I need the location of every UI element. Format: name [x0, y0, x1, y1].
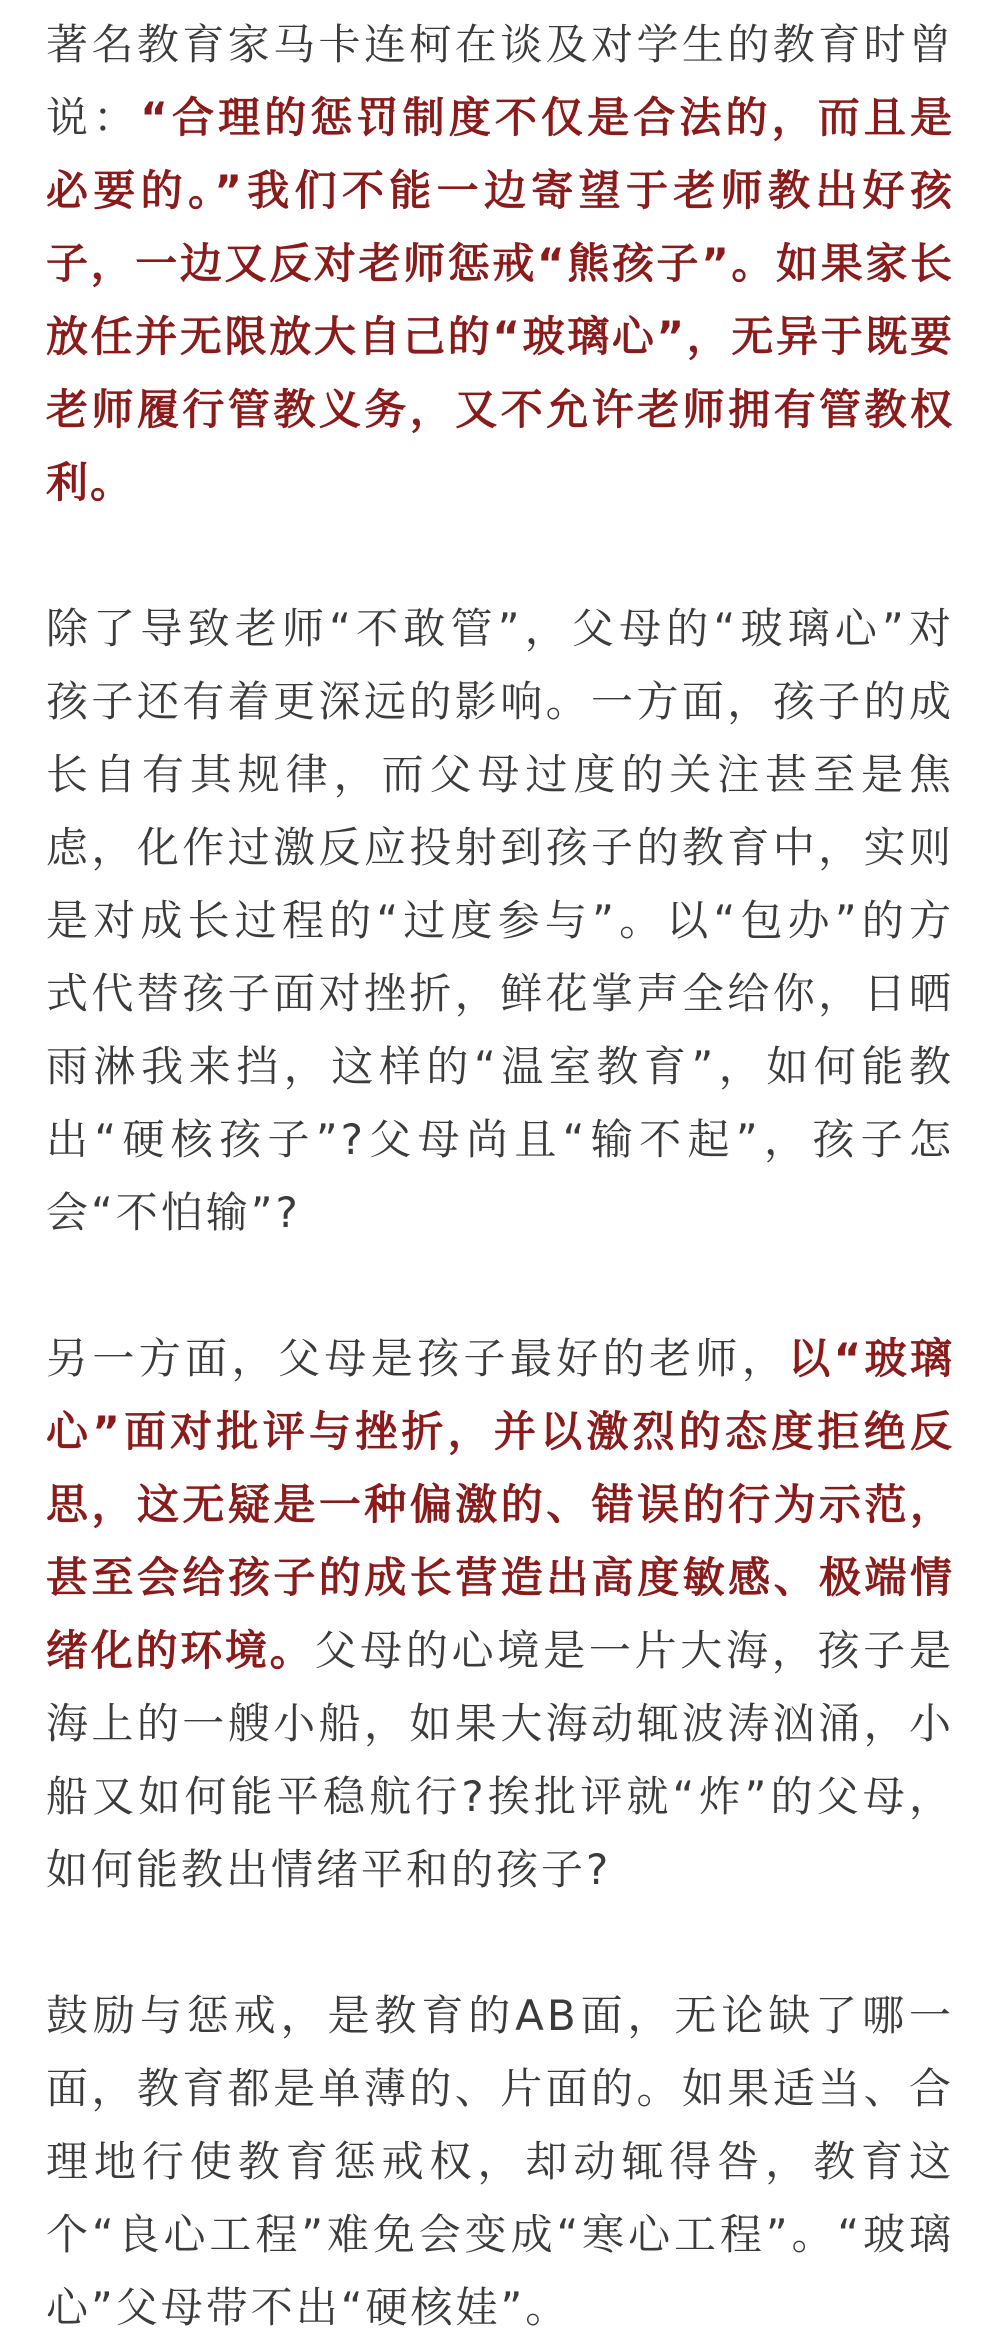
- paragraph-text: 另一方面，父母是孩子最好的老师，: [46, 1334, 789, 1383]
- paragraph-text: 著名教育家马卡连柯在谈及对学生的教育时曾说：: [46, 20, 954, 142]
- paragraph-text: 父母的心境是一片大海，孩子是海上的一艘小船，如果大海动辄波涛汹涌，小船又如何能平稳航行?挨批评就“炸”的父母，如何能教出情绪平和的孩子?: [46, 1626, 954, 1894]
- paragraph-text: 鼓励与惩戒，是教育的AB面，无论缺了哪一面，教育都是单薄的、片面的。如果适当、合理地行使教育惩戒权，却动辄得咎，教育这个“良心工程”难免会变成“寒心工程”。“玻璃心”父母带不出“硬核娃”。: [46, 1991, 954, 2332]
- paragraph-2: [46, 592, 954, 1249]
- emphasized-text: 以“玻璃心”面对批评与挫折，并以激烈的态度拒绝反思，这无疑是一种偏激的、错误的行为示范，甚至会给孩子的成长营造出高度敏感、极端情绪化的环境。: [46, 1334, 954, 1675]
- emphasized-quote: “合理的惩罚制度不仅是合法的，而且是必要的。”我们不能一边寄望于老师教出好孩子，一边又反对老师惩戒“熊孩子”。如果家长放任并无限放大自己的“玻璃心”，无异于既要老师履行管教义务，又不允许老师拥有管教权利。: [46, 93, 954, 507]
- paragraph-1: [46, 8, 954, 519]
- paragraph-4: [46, 1979, 954, 2344]
- paragraph-3: [46, 1322, 954, 1906]
- paragraph-text: 除了导致老师“不敢管”，父母的“玻璃心”对孩子还有着更深远的影响。一方面，孩子的成长自有其规律，而父母过度的关注甚至是焦虑，化作过激反应投射到孩子的教育中，实则是对成长过程的“过度参与”。以“包办”的方式代替孩子面对挫折，鲜花掌声全给你，日晒雨淋我来挡，这样的“温室教育”，如何能教出“硬核孩子”?父母尚且“输不起”，孩子怎会“不怕输”?: [46, 604, 954, 1237]
